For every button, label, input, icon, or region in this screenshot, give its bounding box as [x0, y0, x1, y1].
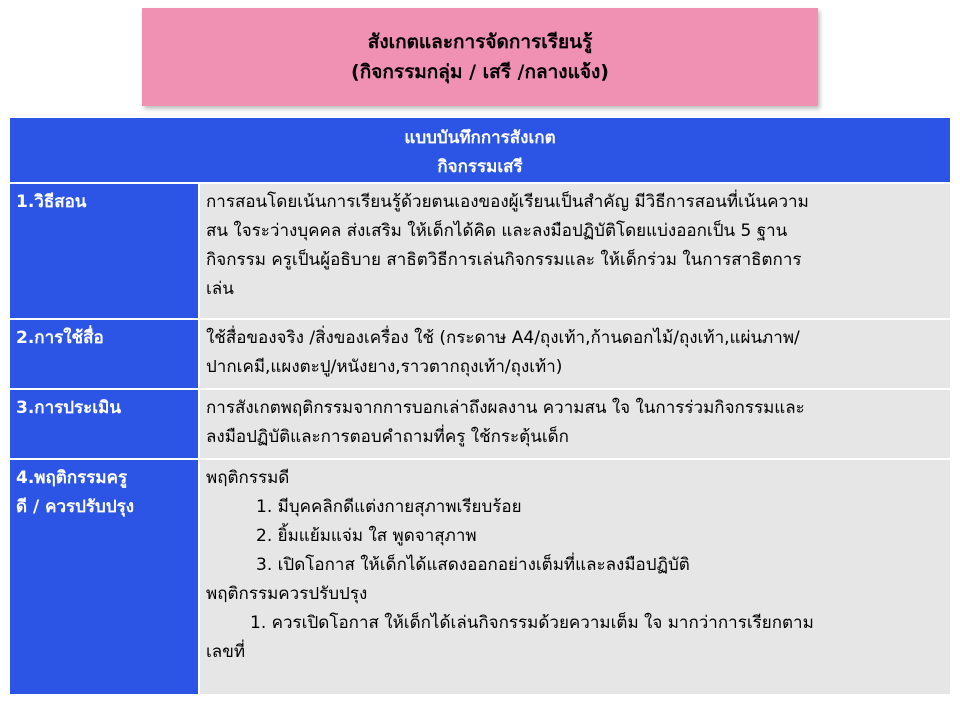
- content-line: การสอนโดยเน้นการเรียนรู้ด้วยตนเองของผู้เรียนเป็นสำคัญ มีวิธีการสอนที่เน้นความ: [206, 192, 809, 212]
- label-line: ดี / ควรปรับปรุง: [16, 497, 135, 517]
- improve-behavior-item: 1. ควรเปิดโอกาส ให้เด็กได้เล่นกิจกรรมด้วยความเต็ม ใจ มากว่าการเรียกตาม: [250, 613, 814, 633]
- content-line: ลงมือปฏิบัติและการตอบคำถามที่ครู ใช้กระตุ้นเด็ก: [206, 427, 569, 447]
- good-behavior-item: 3. เปิดโอกาส ให้เด็กได้แสดงออกอย่างเต็มที่และลงมือปฏิบัติ: [256, 555, 690, 575]
- observation-table: [8, 116, 952, 696]
- label-line: 4.พฤติกรรมครู: [16, 468, 128, 488]
- table-row: [9, 459, 951, 695]
- title-banner: [142, 8, 818, 106]
- good-behavior-title: พฤติกรรมดี: [206, 468, 290, 488]
- table-row: [9, 319, 951, 389]
- header-line-2: กิจกรรมเสรี: [437, 157, 523, 177]
- row-label-teaching-method: 1.วิธีสอน: [9, 183, 199, 319]
- header-line-1: แบบบันทึกการสังเกต: [404, 128, 556, 148]
- good-behavior-item: 2. ยิ้มแย้มแจ่ม ใส พูดจาสุภาพ: [256, 526, 477, 546]
- content-line: กิจกรรม ครูเป็นผู้อธิบาย สาธิตวิธีการเล่นกิจกรรมและ ให้เด็กร่วม ในการสาธิตการ: [206, 250, 802, 270]
- table-row: [9, 183, 951, 319]
- improve-behavior-title: พฤติกรรมควรปรับปรุง: [206, 584, 368, 604]
- content-line: การสังเกตพฤติกรรมจากการบอกเล่าถึงผลงาน ความสน ใจ ในการร่วมกิจกรรมและ: [206, 398, 805, 418]
- row-content-teaching-method: [199, 183, 951, 319]
- content-line: เล่น: [206, 279, 234, 299]
- row-content-assessment: [199, 389, 951, 459]
- row-label-teacher-behavior: [9, 459, 199, 695]
- table-row: [9, 389, 951, 459]
- content-line: สน ใจระว่างบุคคล ส่งเสริม ให้เด็กได้คิด และลงมือปฏิบัติโดยแบ่งออกเป็น 5 ฐาน: [206, 221, 788, 241]
- row-label-assessment: 3.การประเมิน: [9, 389, 199, 459]
- content-line: ปากเคมี,แผงตะปู/หนังยาง,ราวตากถุงเท้า/ถุงเท้า): [206, 357, 563, 377]
- improve-behavior-item-cont: เลขที่: [206, 642, 246, 662]
- row-label-media-use: 2.การใช้สื่อ: [9, 319, 199, 389]
- table-header: [9, 117, 951, 183]
- row-content-media-use: [199, 319, 951, 389]
- good-behavior-item: 1. มีบุคคลิกดีแต่งกายสุภาพเรียบร้อย: [256, 497, 522, 517]
- title-line-1: สังเกตและการจัดการเรียนรู้: [367, 31, 593, 53]
- row-content-teacher-behavior: [199, 459, 951, 695]
- content-line: ใช้สื่อของจริง /สิ่งของเครื่อง ใช้ (กระดาษ A4/ถุงเท้า,ก้านดอกไม้/ถุงเท้า,แผ่นภาพ/: [206, 328, 800, 348]
- title-line-2: (กิจกรรมกลุ่ม / เสรี /กลางแจ้ง): [351, 61, 609, 83]
